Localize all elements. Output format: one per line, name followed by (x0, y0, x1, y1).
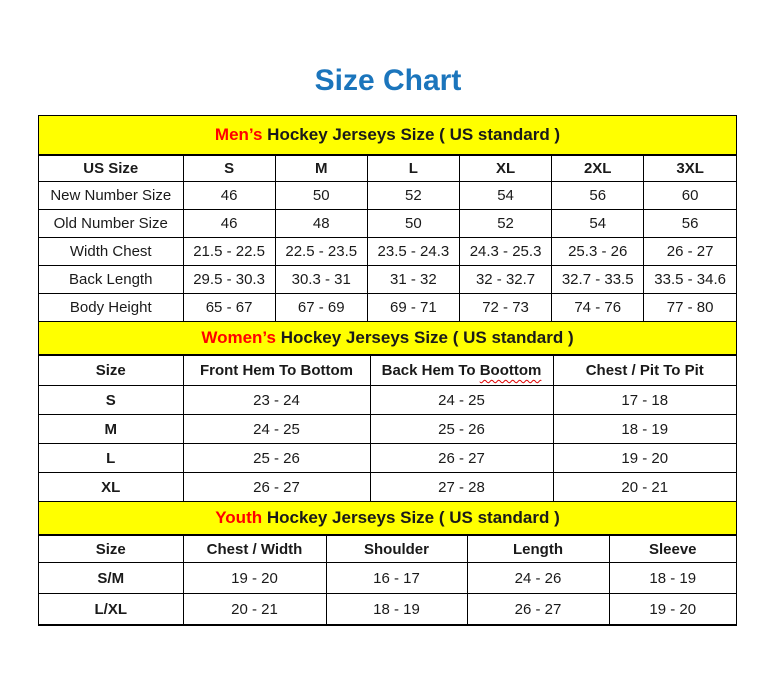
col-header: L (367, 156, 459, 182)
col-header: Size (39, 356, 183, 386)
size-value-cell: 69 - 71 (367, 294, 459, 322)
womens-header-row (39, 356, 736, 386)
size-value-cell: 24 - 25 (370, 386, 553, 415)
size-value-cell: 72 - 73 (459, 294, 551, 322)
col-header: Length (467, 536, 609, 563)
row-label: Body Height (39, 294, 183, 322)
size-value-cell: 27 - 28 (370, 473, 553, 502)
col-header: 2XL (552, 156, 644, 182)
size-value-cell: 19 - 20 (183, 563, 326, 594)
col-header: Chest / Pit To Pit (553, 356, 736, 386)
size-value-cell: 56 (552, 182, 644, 210)
womens-section-heading (39, 322, 736, 356)
size-value-cell: 32.7 - 33.5 (552, 266, 644, 294)
mens-header-row (39, 156, 736, 182)
size-value-cell: 33.5 - 34.6 (644, 266, 736, 294)
size-value-cell: 48 (275, 210, 367, 238)
table-row (39, 473, 736, 502)
size-value-cell: 20 - 21 (183, 594, 326, 625)
table-row (39, 563, 736, 594)
womens-heading-text: Hockey Jerseys Size ( US standard ) (275, 328, 574, 347)
row-label: New Number Size (39, 182, 183, 210)
row-label: Width Chest (39, 238, 183, 266)
size-value-cell: 23.5 - 24.3 (367, 238, 459, 266)
size-value-cell: 52 (459, 210, 551, 238)
size-value-cell: 65 - 67 (183, 294, 275, 322)
size-value-cell: 60 (644, 182, 736, 210)
size-chart-tables (38, 115, 737, 626)
size-value-cell: 20 - 21 (553, 473, 736, 502)
col-header-misspelled (370, 356, 553, 386)
youth-size-table (39, 536, 736, 625)
row-label: Back Length (39, 266, 183, 294)
col-header-text: Back Hem To (381, 362, 480, 379)
size-value-cell: 54 (459, 182, 551, 210)
youth-heading-accent: Youth (215, 508, 263, 527)
col-header: 3XL (644, 156, 736, 182)
size-value-cell: 56 (644, 210, 736, 238)
size-value-cell: 18 - 19 (609, 563, 736, 594)
col-header: M (275, 156, 367, 182)
size-value-cell: 24 - 25 (183, 415, 370, 444)
size-value-cell: 22.5 - 23.5 (275, 238, 367, 266)
table-row (39, 210, 736, 238)
col-header: Size (39, 536, 183, 563)
col-header: Sleeve (609, 536, 736, 563)
size-value-cell: 50 (367, 210, 459, 238)
size-value-cell: 52 (367, 182, 459, 210)
size-value-cell: 24 - 26 (467, 563, 609, 594)
col-header: XL (459, 156, 551, 182)
size-value-cell: 18 - 19 (326, 594, 467, 625)
table-row (39, 444, 736, 473)
size-value-cell: 24.3 - 25.3 (459, 238, 551, 266)
mens-heading-text: Hockey Jerseys Size ( US standard ) (262, 125, 561, 144)
col-header: S (183, 156, 275, 182)
size-value-cell: 25.3 - 26 (552, 238, 644, 266)
row-label: S/M (39, 563, 183, 594)
row-label: M (39, 415, 183, 444)
size-value-cell: 46 (183, 210, 275, 238)
youth-section-heading (39, 502, 736, 536)
table-row (39, 266, 736, 294)
womens-heading-accent: Women’s (201, 328, 276, 347)
size-value-cell: 26 - 27 (467, 594, 609, 625)
table-row (39, 386, 736, 415)
size-value-cell: 50 (275, 182, 367, 210)
size-value-cell: 67 - 69 (275, 294, 367, 322)
mens-section-heading (39, 116, 736, 156)
table-row (39, 294, 736, 322)
size-value-cell: 19 - 20 (553, 444, 736, 473)
size-value-cell: 30.3 - 31 (275, 266, 367, 294)
size-value-cell: 29.5 - 30.3 (183, 266, 275, 294)
col-header: Front Hem To Bottom (183, 356, 370, 386)
page-title: Size Chart (314, 64, 462, 97)
mens-size-table (39, 156, 736, 322)
size-value-cell: 21.5 - 22.5 (183, 238, 275, 266)
size-value-cell: 26 - 27 (183, 473, 370, 502)
youth-header-row (39, 536, 736, 563)
size-value-cell: 77 - 80 (644, 294, 736, 322)
size-value-cell: 32 - 32.7 (459, 266, 551, 294)
size-value-cell: 25 - 26 (370, 415, 553, 444)
row-label: XL (39, 473, 183, 502)
col-header: Shoulder (326, 536, 467, 563)
size-value-cell: 74 - 76 (552, 294, 644, 322)
table-row (39, 415, 736, 444)
size-value-cell: 54 (552, 210, 644, 238)
mens-heading-accent: Men’s (214, 125, 263, 144)
size-value-cell: 31 - 32 (367, 266, 459, 294)
row-label: S (39, 386, 183, 415)
row-label: Old Number Size (39, 210, 183, 238)
col-header: US Size (39, 156, 183, 182)
row-label: L/XL (39, 594, 183, 625)
size-value-cell: 18 - 19 (553, 415, 736, 444)
table-row (39, 238, 736, 266)
table-row (39, 182, 736, 210)
row-label: L (39, 444, 183, 473)
size-value-cell: 26 - 27 (644, 238, 736, 266)
size-value-cell: 16 - 17 (326, 563, 467, 594)
table-row (39, 594, 736, 625)
youth-heading-text: Hockey Jerseys Size ( US standard ) (262, 508, 560, 527)
size-value-cell: 17 - 18 (553, 386, 736, 415)
size-value-cell: 26 - 27 (370, 444, 553, 473)
col-header: Chest / Width (183, 536, 326, 563)
womens-size-table (39, 356, 736, 502)
size-value-cell: 25 - 26 (183, 444, 370, 473)
spellcheck-underlined-word: Boottom (479, 362, 542, 379)
size-value-cell: 46 (183, 182, 275, 210)
size-value-cell: 23 - 24 (183, 386, 370, 415)
size-value-cell: 19 - 20 (609, 594, 736, 625)
